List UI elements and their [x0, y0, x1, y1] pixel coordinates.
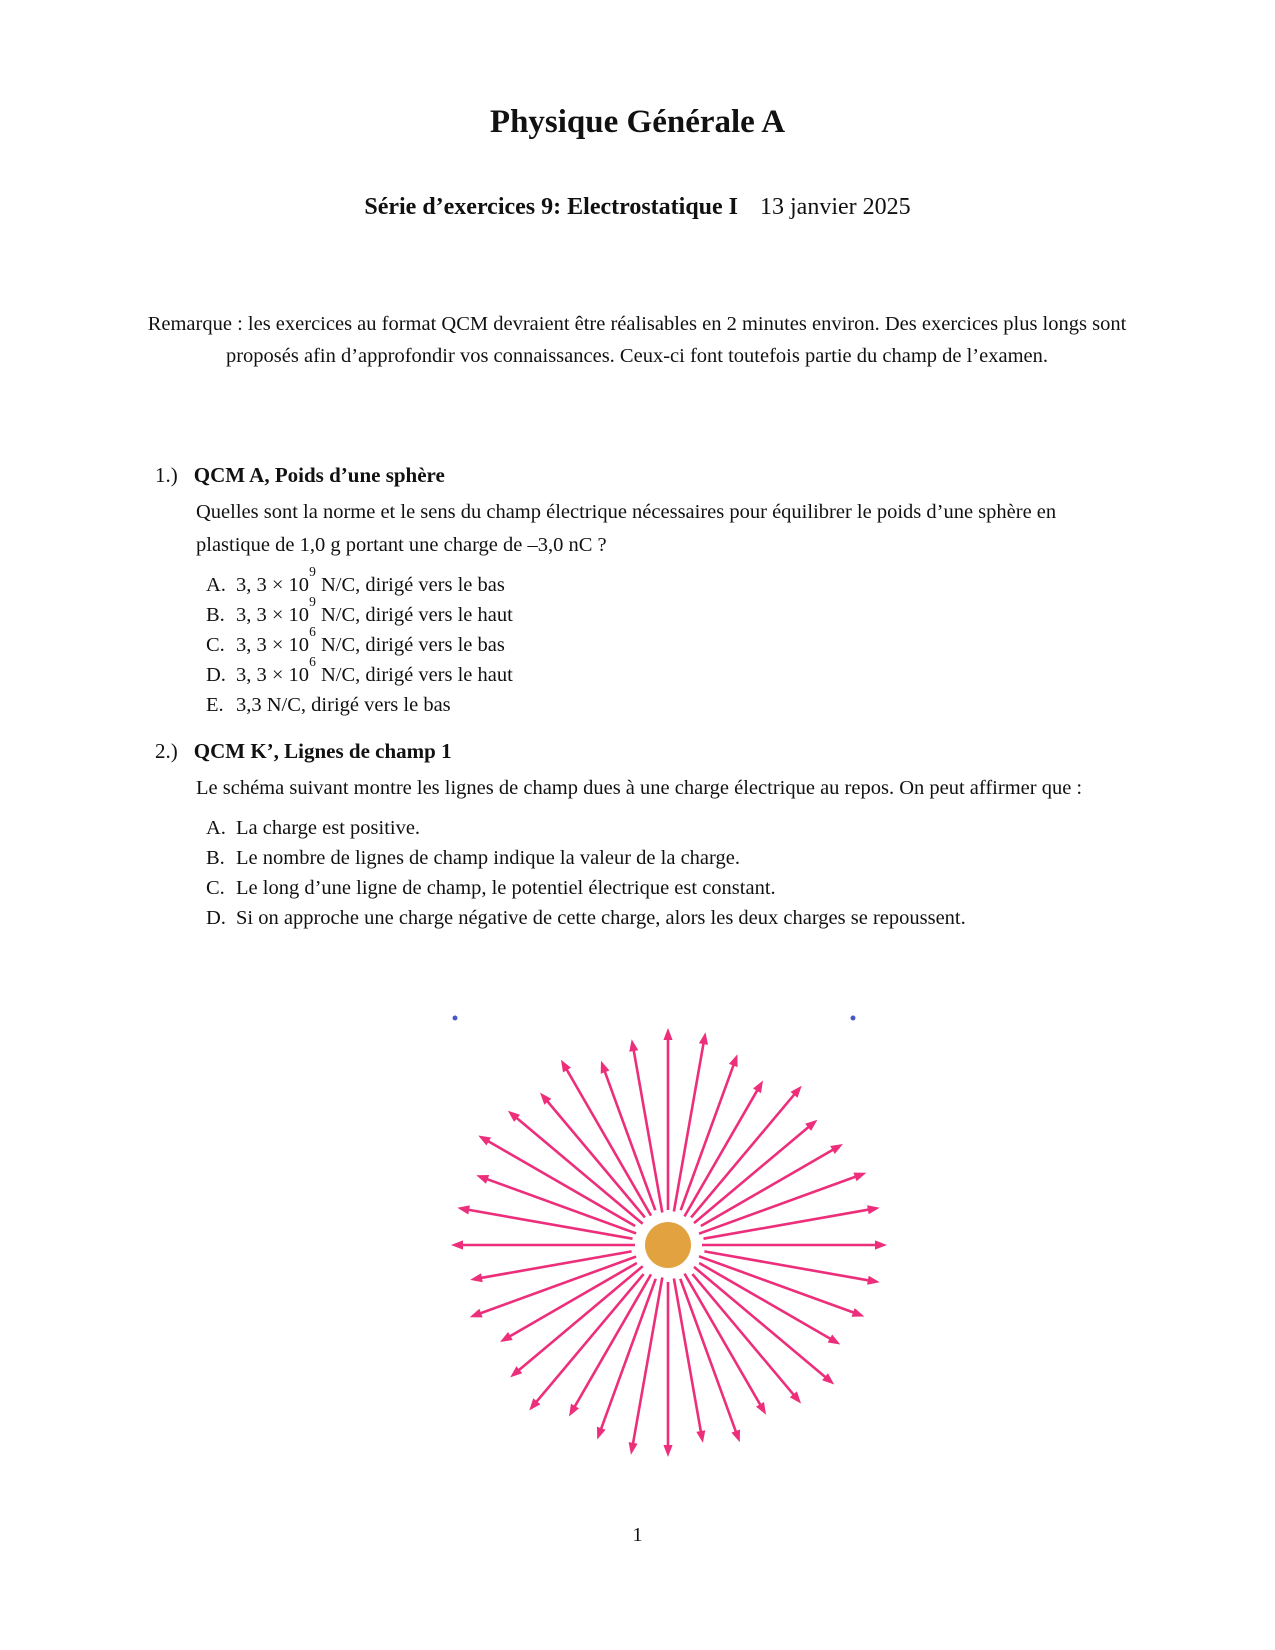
option-label: C.	[206, 877, 225, 899]
option-text: 3,3 N/C, dirigé vers le bas	[236, 694, 451, 716]
option-text: 3, $3 \times 10^9$ N/C, dirigé vers le bas	[236, 564, 505, 596]
option-row	[206, 690, 1130, 720]
option-label: D.	[206, 664, 226, 686]
field-line	[535, 1274, 644, 1404]
option-label: A.	[206, 574, 226, 596]
field-line	[479, 1251, 632, 1278]
option-text: 3, $3 \times 10^6$ N/C, dirigé vers le haut	[236, 654, 513, 686]
field-line-arrowhead	[451, 1240, 463, 1249]
exercise-1-title: QCM A, Poids d’une sphère	[193, 463, 445, 487]
field-line	[691, 1093, 796, 1218]
option-label: B.	[206, 604, 225, 626]
option-label: B.	[206, 847, 225, 869]
charge-circle	[645, 1222, 691, 1268]
field-line-arrowhead	[753, 1081, 763, 1094]
option-row	[206, 903, 1130, 933]
field-lines-diagram	[433, 1010, 903, 1480]
exercise-2-heading	[155, 736, 1130, 766]
field-line-arrowhead	[853, 1173, 866, 1182]
stray-dot	[851, 1016, 856, 1021]
field-line-arrowhead	[875, 1240, 887, 1249]
field-line	[574, 1274, 652, 1408]
field-line	[604, 1069, 655, 1210]
option-row	[206, 624, 1130, 660]
field-lines-svg	[433, 1010, 903, 1480]
field-line-arrowhead	[756, 1402, 766, 1415]
field-line-arrowhead	[500, 1332, 513, 1342]
exercise-1-number: 1.)	[155, 463, 178, 487]
option-label: E.	[206, 694, 224, 716]
page-number: 1	[632, 1524, 643, 1546]
field-line-arrowhead	[457, 1205, 470, 1214]
option-label: D.	[206, 907, 226, 929]
field-line-arrowhead	[629, 1039, 638, 1052]
option-text: Si on approche une charge négative de cette charge, alors les deux charges se repoussent.	[236, 907, 966, 929]
field-line-arrowhead	[663, 1028, 672, 1040]
field-line-arrowhead	[597, 1427, 606, 1440]
option-text: 3, $3 \times 10^6$ N/C, dirigé vers le bas	[236, 624, 505, 656]
document-subtitle	[0, 192, 1275, 222]
field-line-arrowhead	[828, 1335, 841, 1345]
remark-paragraph: Remarque : les exercices au format QCM devraient être réalisables en 2 minutes environ. Des exercices plus longs sont proposés afin d’approfondir vos connaissances. Ceux-ci font toutefois partie du champ de l’examen.	[147, 313, 1127, 367]
exercise-2-body: Le schéma suivant montre les lignes de champ dues à une charge électrique au repos. On peut affirmer que :	[196, 777, 1083, 799]
option-label: A.	[206, 817, 226, 839]
option-row	[206, 813, 1130, 843]
document-header	[0, 102, 1275, 222]
exercise-list	[155, 460, 1130, 933]
option-label: C.	[206, 634, 225, 656]
option-row	[206, 843, 1130, 873]
option-text: 3, $3 \times 10^9$ N/C, dirigé vers le haut	[236, 594, 513, 626]
field-line-arrowhead	[699, 1032, 708, 1045]
field-line-arrowhead	[867, 1205, 880, 1214]
field-line-arrowhead	[830, 1144, 843, 1154]
exercise-2-title: QCM K’, Lignes de champ 1	[193, 739, 452, 763]
page-title: Physique Générale A	[489, 104, 786, 140]
field-line-arrowhead	[601, 1061, 610, 1074]
field-line-arrowhead	[729, 1054, 738, 1067]
field-line	[486, 1140, 635, 1226]
field-line	[681, 1063, 735, 1211]
exercise-2-options	[206, 813, 1130, 933]
field-line-arrowhead	[731, 1430, 740, 1443]
option-row	[206, 594, 1130, 630]
exercise-2-number: 2.)	[155, 739, 178, 763]
field-line-arrowhead	[470, 1309, 483, 1318]
option-text: La charge est positive.	[236, 817, 421, 839]
field-line-arrowhead	[561, 1060, 571, 1073]
field-line-arrowhead	[476, 1175, 489, 1184]
exercise-1-heading	[155, 460, 1130, 490]
option-text: Le nombre de lignes de champ indique la valeur de la charge.	[236, 847, 740, 869]
stray-dot	[453, 1016, 458, 1021]
option-text: Le long d’une ligne de champ, le potentiel électrique est constant.	[236, 877, 776, 899]
field-line-arrowhead	[478, 1136, 491, 1146]
field-line-arrowhead	[569, 1404, 579, 1417]
option-row	[206, 654, 1130, 690]
field-line-arrowhead	[629, 1442, 638, 1455]
field-line-arrowhead	[852, 1308, 865, 1317]
document-date: 13 janvier 2025	[760, 194, 911, 220]
field-line-arrowhead	[663, 1445, 672, 1457]
field-line-arrowhead	[470, 1273, 483, 1282]
exercise-1-options	[206, 564, 1130, 720]
field-line-arrowhead	[696, 1430, 705, 1443]
exercise-1-body: Quelles sont la norme et le sens du champ électrique nécessaires pour équilibrer le poids d’une sphère en plastique de 1,0 g portant une charge de –3,0 nC ?	[196, 501, 1057, 556]
field-line-arrowhead	[867, 1276, 880, 1285]
option-row	[206, 873, 1130, 903]
option-row	[206, 564, 1130, 600]
exercise-2	[155, 736, 1130, 933]
series-title: Série d’exercices 9: Electrostatique I	[364, 194, 739, 220]
exercise-1	[155, 460, 1130, 720]
